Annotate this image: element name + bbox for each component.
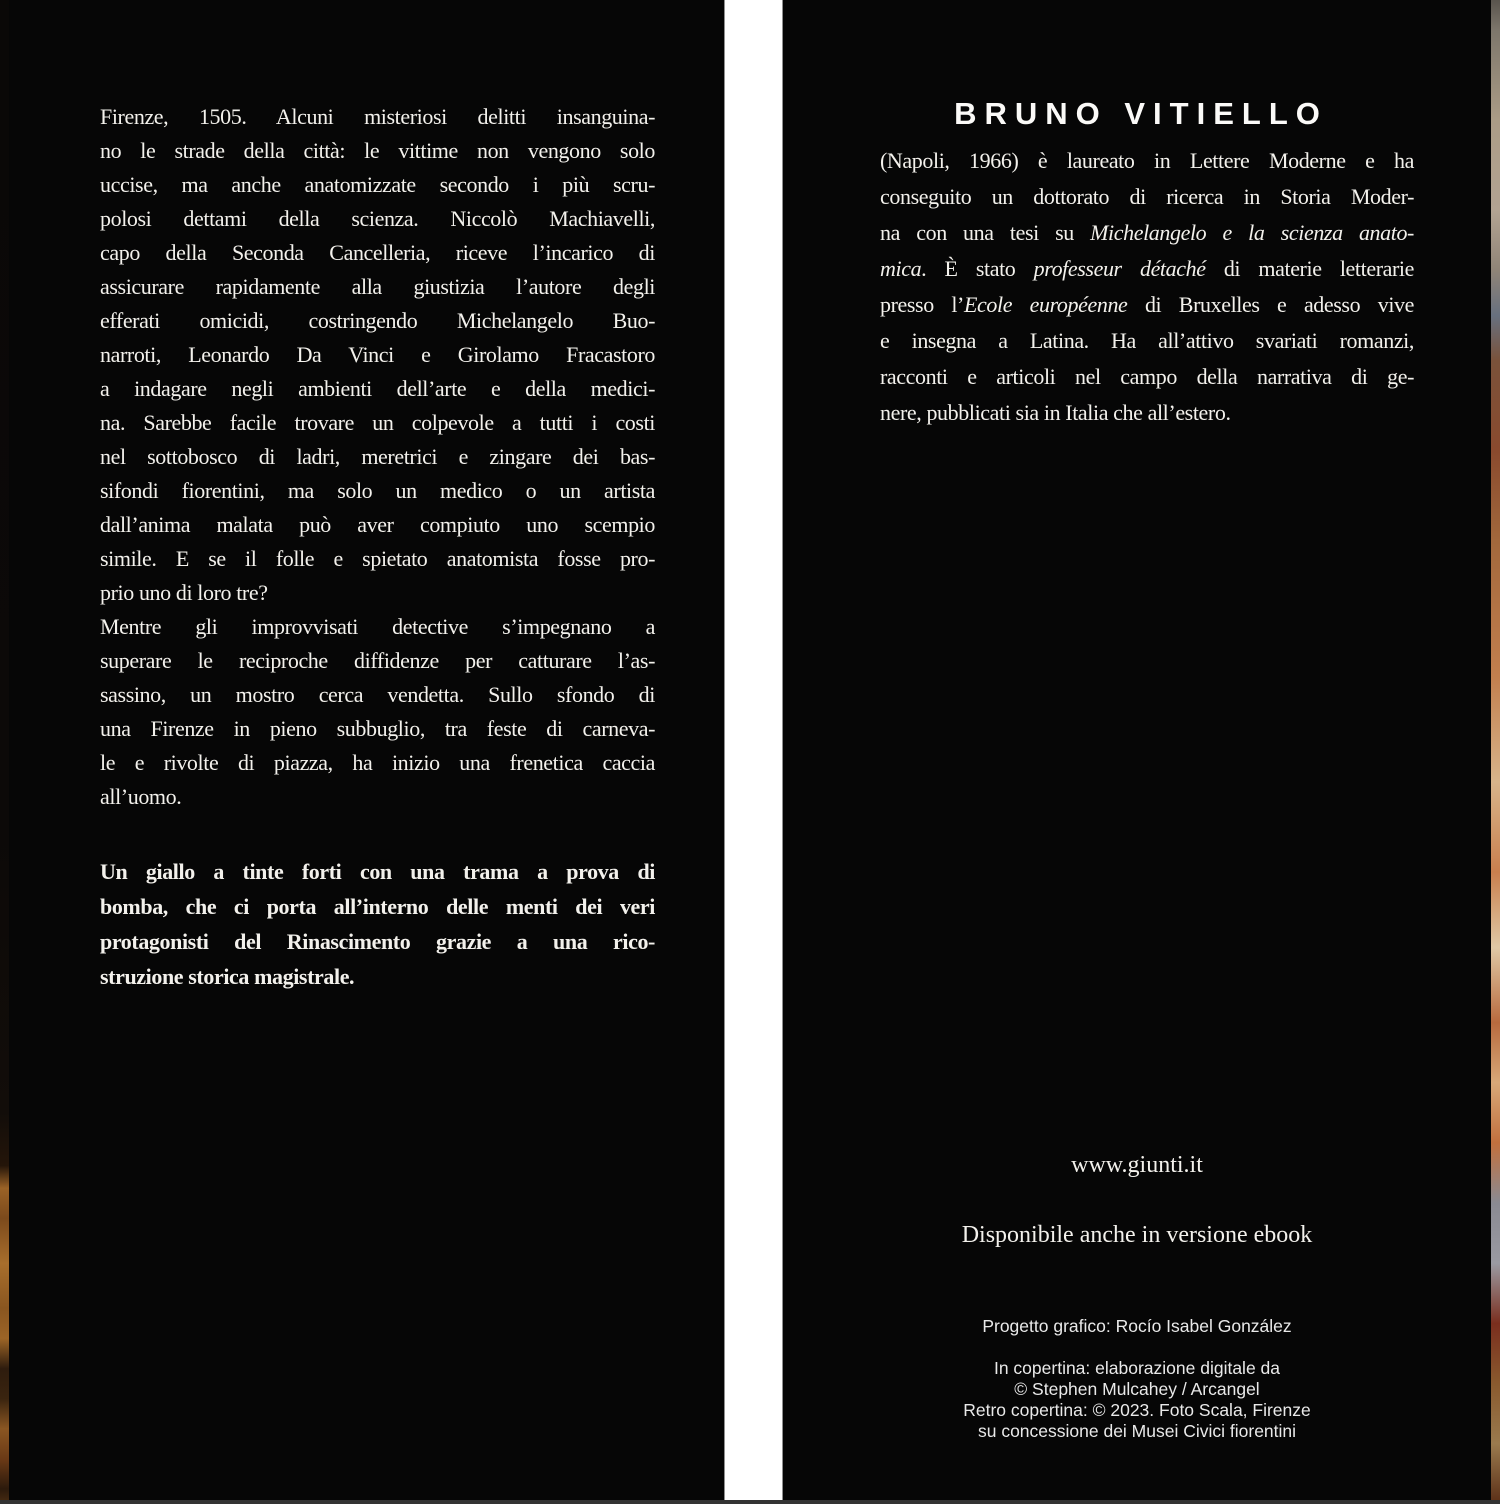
text-line: superare le reciproche diffidenze per catturare l’as- — [100, 648, 655, 673]
text-line: Mentre gli improvvisati detective s’impegnano a — [100, 614, 655, 639]
synopsis-paragraph — [100, 610, 655, 814]
text-line: na con una tesi su Michelangelo e la scienza anato- — [880, 220, 1414, 245]
cover-artwork-right-sliver — [1491, 0, 1500, 1504]
text-line: narroti, Leonardo Da Vinci e Girolamo Fracastoro — [100, 342, 655, 367]
text-line: e insegna a Latina. Ha all’attivo svariati romanzi, — [880, 328, 1414, 353]
author-flap-panel — [783, 0, 1491, 1504]
text-line: prio uno di loro tre? — [100, 580, 268, 605]
text-line: nel sottobosco di ladri, meretrici e zingare dei bas- — [100, 444, 655, 469]
text-line: dall’anima malata può aver compiuto uno scempio — [100, 512, 655, 537]
synopsis-flap-panel — [9, 0, 724, 1504]
text-line: assicurare rapidamente alla giustizia l’autore degli — [100, 274, 655, 299]
cover-credits-block — [783, 1358, 1491, 1442]
synopsis-text-block — [100, 100, 655, 994]
text-line: capo della Seconda Cancelleria, riceve l’incarico di — [100, 240, 655, 265]
text-line: mica. È stato professeur détaché di materie letterarie — [880, 256, 1414, 281]
text-line: no le strade della città: le vittime non vengono solo — [100, 138, 655, 163]
author-name-heading: BRUNO VITIELLO — [954, 96, 1328, 131]
text-line: racconti e articoli nel campo della narrativa di ge- — [880, 364, 1414, 389]
credit-line: su concessione dei Musei Civici fiorentini — [977, 1421, 1297, 1441]
author-bio-block — [880, 143, 1414, 431]
text-line: efferati omicidi, costringendo Michelangelo Buo- — [100, 308, 655, 333]
flap-fold-gap — [724, 0, 783, 1504]
ebook-availability-note: Disponibile anche in versione ebook — [961, 1222, 1313, 1248]
text-line: (Napoli, 1966) è laureato in Lettere Moderne e ha — [880, 148, 1414, 173]
text-line: le e rivolte di piazza, ha inizio una frenetica caccia — [100, 750, 655, 775]
text-line: sifondi fiorentini, ma solo un medico o un artista — [100, 478, 655, 503]
text-line: na. Sarebbe facile trovare un colpevole a tutti i costi — [100, 410, 655, 435]
text-line: una Firenze in pieno subbuglio, tra feste di carneva- — [100, 716, 655, 741]
text-line: polosi dettami della scienza. Niccolò Machiavelli, — [100, 206, 655, 231]
cover-artwork-left-sliver — [0, 0, 9, 1504]
synopsis-paragraph — [100, 100, 655, 610]
text-line: Firenze, 1505. Alcuni misteriosi delitti insanguina- — [100, 104, 655, 129]
tagline-paragraph — [100, 854, 655, 994]
credit-line: © Stephen Mulcahey / Arcangel — [1014, 1379, 1260, 1399]
text-line: struzione storica magistrale. — [100, 964, 355, 989]
scan-bottom-edge — [0, 1500, 1500, 1504]
text-line: nere, pubblicati sia in Italia che all’estero. — [880, 400, 1231, 425]
text-line: protagonisti del Rinascimento grazie a una rico- — [100, 929, 655, 954]
text-line: simile. E se il folle e spietato anatomista fosse pro- — [100, 546, 655, 571]
credit-line: In copertina: elaborazione digitale da — [993, 1358, 1281, 1378]
credit-line: Retro copertina: © 2023. Foto Scala, Firenze — [963, 1400, 1311, 1420]
text-line: uccise, ma anche anatomizzate secondo i più scru- — [100, 172, 655, 197]
text-line: all’uomo. — [100, 784, 182, 809]
text-line: sassino, un mostro cerca vendetta. Sullo sfondo di — [100, 682, 655, 707]
text-line: conseguito un dottorato di ricerca in Storia Moder- — [880, 184, 1414, 209]
text-line: a indagare negli ambienti dell’arte e della medici- — [100, 376, 655, 401]
text-line: bomba, che ci porta all’interno delle menti dei veri — [100, 894, 655, 919]
text-line: presso l’Ecole européenne di Bruxelles e adesso vive — [880, 292, 1415, 317]
publisher-website: www.giunti.it — [1071, 1152, 1203, 1178]
text-line: Un giallo a tinte forti con una trama a prova di — [100, 859, 655, 884]
graphic-design-credit: Progetto grafico: Rocío Isabel González — [982, 1316, 1292, 1336]
